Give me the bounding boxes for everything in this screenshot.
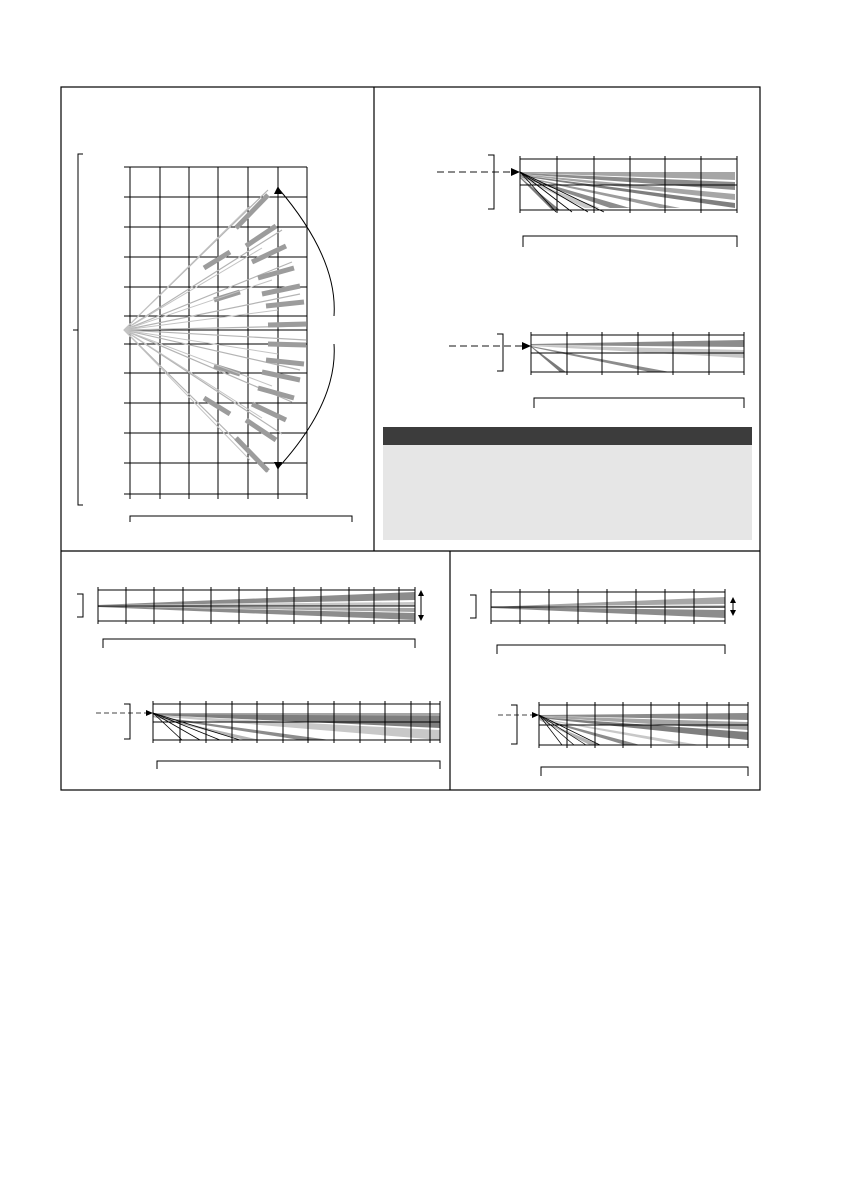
narrow-top-view-left-grid <box>98 587 415 624</box>
top-view-coverage-arc <box>278 188 334 468</box>
info-box <box>383 427 752 540</box>
info-box-header <box>383 427 752 445</box>
info-box-body <box>383 445 752 540</box>
narrow-top-view-left <box>77 587 424 648</box>
side-view-right-lower-beams <box>539 713 748 745</box>
arc-arrow-top-icon <box>274 186 282 194</box>
sensor-arrow-icon <box>532 712 539 718</box>
side-view-lower-grid <box>531 332 744 375</box>
side-view-right-lower-grid <box>539 702 748 748</box>
narrow-top-view-right <box>470 589 736 654</box>
top-view-dimension-brackets <box>73 154 352 522</box>
arc-arrow-bottom-icon <box>274 462 282 470</box>
sensor-arrow-icon <box>146 710 153 716</box>
side-view-right-lower <box>498 702 748 776</box>
narrow-top-view-right-grid <box>491 589 725 624</box>
width-arrow-bottom-icon <box>418 615 424 621</box>
top-view-pattern <box>73 154 352 522</box>
top-view-grid <box>124 167 307 499</box>
top-view-beams <box>124 190 306 472</box>
side-view-lower <box>449 332 744 408</box>
side-view-upper <box>437 155 737 247</box>
width-arrow-top-icon <box>730 597 736 603</box>
sensor-arrow-icon <box>522 342 531 350</box>
width-arrow-bottom-icon <box>730 610 736 616</box>
sensor-arrow-icon <box>511 168 520 176</box>
side-view-left-lower <box>96 701 440 769</box>
width-arrow-top-icon <box>418 590 424 596</box>
